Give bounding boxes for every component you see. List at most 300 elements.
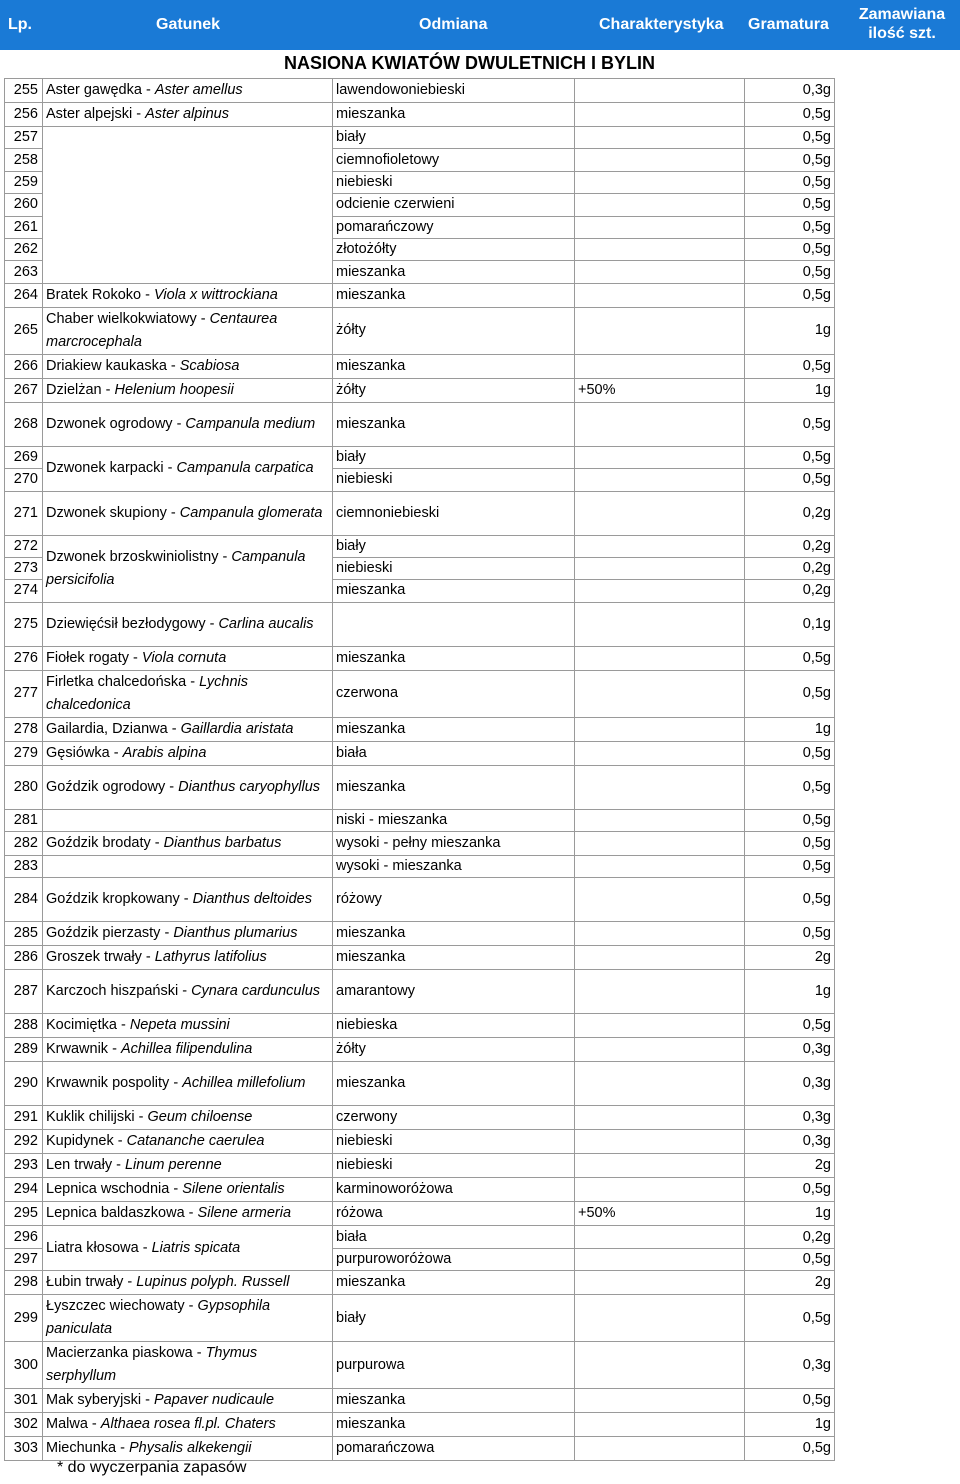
- cell-gramatura: 2g: [745, 1271, 835, 1295]
- cell-gramatura: 1g: [745, 970, 835, 1014]
- table-row: [5, 670, 835, 717]
- cell-gatunek: [43, 832, 333, 856]
- table-row: [5, 535, 835, 557]
- cell-odmiana: wysoki - mieszanka: [333, 856, 575, 878]
- cell-gramatura: 0,5g: [745, 402, 835, 446]
- table-row: [5, 602, 835, 646]
- species-latin-name: Lychnis chalcedonica: [46, 673, 249, 713]
- cell-gramatura: 0,5g: [745, 856, 835, 878]
- cell-odmiana: czerwona: [333, 670, 575, 717]
- cell-lp: 261: [5, 216, 43, 238]
- cell-charakterystyka: [575, 469, 745, 491]
- species-latin-name: Cynara cardunculus: [191, 983, 321, 1000]
- cell-odmiana: mieszanka: [333, 1389, 575, 1413]
- cell-gatunek: [43, 741, 333, 765]
- table-row: [5, 1130, 835, 1154]
- cell-gramatura: 0,5g: [745, 1178, 835, 1202]
- species-latin-name: Viola x wittrockiana: [154, 286, 278, 303]
- cell-charakterystyka: [575, 127, 745, 149]
- cell-gramatura: 0,5g: [745, 194, 835, 216]
- cell-gatunek: [43, 646, 333, 670]
- cell-charakterystyka: [575, 1106, 745, 1130]
- cell-lp: 276: [5, 646, 43, 670]
- cell-gramatura: 0,3g: [745, 79, 835, 103]
- cell-odmiana: biały: [333, 535, 575, 557]
- cell-charakterystyka: [575, 1130, 745, 1154]
- cell-odmiana: biała: [333, 741, 575, 765]
- cell-lp: 282: [5, 832, 43, 856]
- table-row: [5, 79, 835, 103]
- cell-gatunek: [43, 79, 333, 103]
- cell-odmiana: niebieski: [333, 557, 575, 579]
- cell-odmiana: pomarańczowa: [333, 1437, 575, 1461]
- cell-odmiana: biała: [333, 1226, 575, 1248]
- cell-lp: 275: [5, 602, 43, 646]
- cell-lp: 301: [5, 1389, 43, 1413]
- cell-odmiana: czerwony: [333, 1106, 575, 1130]
- cell-gatunek: [43, 354, 333, 378]
- table-row: [5, 1226, 835, 1248]
- cell-gatunek: [43, 1106, 333, 1130]
- cell-gramatura: 0,5g: [745, 103, 835, 127]
- table-row: [5, 809, 835, 831]
- cell-gatunek: [43, 878, 333, 922]
- species-polish-name: Łubin trwały -: [46, 1274, 137, 1291]
- table-row: [5, 765, 835, 809]
- cell-odmiana: niebieski: [333, 469, 575, 491]
- cell-gramatura: 0,2g: [745, 1226, 835, 1248]
- cell-gatunek: [43, 1038, 333, 1062]
- cell-gramatura: 0,3g: [745, 1106, 835, 1130]
- cell-odmiana: żółty: [333, 1038, 575, 1062]
- cell-gatunek: [43, 922, 333, 946]
- cell-lp: 257: [5, 127, 43, 149]
- cell-gramatura: 0,5g: [745, 765, 835, 809]
- table-row: [5, 1154, 835, 1178]
- cell-gatunek: [43, 1130, 333, 1154]
- cell-lp: 293: [5, 1154, 43, 1178]
- cell-charakterystyka: [575, 261, 745, 283]
- cell-charakterystyka: [575, 79, 745, 103]
- cell-charakterystyka: [575, 535, 745, 557]
- product-table: [4, 78, 835, 1461]
- cell-lp: 269: [5, 446, 43, 468]
- cell-odmiana: odcienie czerwieni: [333, 194, 575, 216]
- cell-gramatura: 0,5g: [745, 469, 835, 491]
- cell-gramatura: 0,5g: [745, 878, 835, 922]
- table-row: [5, 446, 835, 468]
- cell-odmiana: niebieska: [333, 1014, 575, 1038]
- cell-charakterystyka: [575, 446, 745, 468]
- cell-odmiana: mieszanka: [333, 103, 575, 127]
- species-polish-name: Aster alpejski -: [46, 106, 146, 122]
- species-latin-name: Arabis alpina: [122, 744, 207, 761]
- species-latin-name: Centaurea marcrocephala: [46, 310, 278, 350]
- cell-gramatura: 2g: [745, 1154, 835, 1178]
- cell-gramatura: 0,5g: [745, 261, 835, 283]
- cell-charakterystyka: [575, 1295, 745, 1342]
- cell-odmiana: pomarańczowy: [333, 216, 575, 238]
- cell-gramatura: 0,2g: [745, 535, 835, 557]
- cell-odmiana: różowa: [333, 1202, 575, 1226]
- cell-gatunek: [43, 535, 333, 602]
- header-zamawiana: Zamawiana ilość szt.: [858, 6, 946, 42]
- table-row: [5, 1389, 835, 1413]
- cell-lp: 296: [5, 1226, 43, 1248]
- cell-odmiana: biały: [333, 127, 575, 149]
- cell-gramatura: 0,2g: [745, 580, 835, 602]
- species-polish-name: Gailardia, Dzianwa -: [46, 720, 181, 737]
- cell-gatunek: [43, 1413, 333, 1437]
- species-latin-name: Gypsophila paniculata: [46, 1298, 271, 1338]
- cell-lp: 302: [5, 1413, 43, 1437]
- table-row: [5, 970, 835, 1014]
- cell-gatunek: [43, 1342, 333, 1389]
- cell-charakterystyka: [575, 491, 745, 535]
- species-polish-name: Goździk kropkowany -: [46, 891, 193, 908]
- species-polish-name: Lepnica baldaszkowa -: [46, 1205, 198, 1222]
- cell-charakterystyka: [575, 1389, 745, 1413]
- cell-lp: 277: [5, 670, 43, 717]
- species-latin-name: Dianthus plumarius: [173, 925, 298, 942]
- cell-odmiana: wysoki - pełny mieszanka: [333, 832, 575, 856]
- cell-gramatura: 0,5g: [745, 1295, 835, 1342]
- table-row: [5, 1295, 835, 1342]
- cell-gatunek: [43, 1154, 333, 1178]
- cell-lp: 280: [5, 765, 43, 809]
- cell-odmiana: ciemnoniebieski: [333, 491, 575, 535]
- cell-lp: 283: [5, 856, 43, 878]
- cell-gatunek: [43, 1437, 333, 1461]
- cell-gramatura: 0,5g: [745, 127, 835, 149]
- cell-odmiana: mieszanka: [333, 946, 575, 970]
- cell-charakterystyka: [575, 970, 745, 1014]
- cell-lp: 256: [5, 103, 43, 127]
- cell-charakterystyka: [575, 922, 745, 946]
- species-latin-name: Viola cornuta: [141, 649, 227, 666]
- cell-gramatura: 1g: [745, 1413, 835, 1437]
- species-latin-name: Achillea filipendulina: [120, 1041, 253, 1058]
- table-row: [5, 741, 835, 765]
- cell-gramatura: 0,5g: [745, 283, 835, 307]
- section-title: NASIONA KWIATÓW DWULETNICH I BYLIN: [284, 53, 655, 73]
- cell-gramatura: 0,5g: [745, 216, 835, 238]
- species-polish-name: Chaber wielkokwiatowy -: [46, 310, 210, 327]
- cell-gramatura: 0,5g: [745, 832, 835, 856]
- cell-gatunek: [43, 1295, 333, 1342]
- species-latin-name: Lathyrus latifolius: [154, 949, 267, 966]
- cell-charakterystyka: [575, 1038, 745, 1062]
- table-row: [5, 1106, 835, 1130]
- cell-gramatura: 0,5g: [745, 1389, 835, 1413]
- cell-odmiana: biały: [333, 1295, 575, 1342]
- cell-charakterystyka: [575, 832, 745, 856]
- cell-gatunek: [43, 307, 333, 354]
- cell-lp: 303: [5, 1437, 43, 1461]
- species-latin-name: Silene orientalis: [182, 1181, 285, 1198]
- species-latin-name: Dianthus barbatus: [163, 835, 282, 852]
- cell-lp: 290: [5, 1062, 43, 1106]
- cell-charakterystyka: [575, 557, 745, 579]
- species-polish-name: Dziewięćsił bezłodygowy -: [46, 615, 219, 632]
- cell-odmiana: mieszanka: [333, 261, 575, 283]
- cell-lp: 258: [5, 149, 43, 171]
- cell-gramatura: 0,5g: [745, 171, 835, 193]
- species-latin-name: Aster alpinus: [145, 106, 229, 122]
- cell-gramatura: 1g: [745, 1202, 835, 1226]
- cell-odmiana: żółty: [333, 307, 575, 354]
- cell-lp: 284: [5, 878, 43, 922]
- species-polish-name: Goździk ogrodowy -: [46, 778, 179, 795]
- cell-lp: 288: [5, 1014, 43, 1038]
- cell-charakterystyka: [575, 307, 745, 354]
- cell-charakterystyka: [575, 1062, 745, 1106]
- table-row: [5, 491, 835, 535]
- table-row: [5, 378, 835, 402]
- cell-gramatura: 0,5g: [745, 1248, 835, 1270]
- cell-lp: 273: [5, 557, 43, 579]
- cell-charakterystyka: [575, 717, 745, 741]
- cell-gatunek: [43, 602, 333, 646]
- species-polish-name: Malwa -: [46, 1416, 101, 1433]
- table-row: [5, 832, 835, 856]
- cell-charakterystyka: [575, 149, 745, 171]
- cell-gramatura: 0,2g: [745, 557, 835, 579]
- cell-charakterystyka: [575, 171, 745, 193]
- species-latin-name: Dianthus caryophyllus: [178, 778, 321, 795]
- cell-odmiana: mieszanka: [333, 717, 575, 741]
- cell-odmiana: biały: [333, 446, 575, 468]
- species-polish-name: Dzwonek karpacki -: [46, 460, 177, 477]
- cell-charakterystyka: [575, 1154, 745, 1178]
- cell-odmiana: mieszanka: [333, 354, 575, 378]
- species-latin-name: Nepeta mussini: [129, 1017, 230, 1034]
- table-row: [5, 1202, 835, 1226]
- cell-gatunek: [43, 809, 333, 831]
- cell-odmiana: mieszanka: [333, 283, 575, 307]
- cell-gramatura: 0,3g: [745, 1038, 835, 1062]
- species-polish-name: Firletka chalcedońska -: [46, 673, 200, 690]
- cell-lp: 295: [5, 1202, 43, 1226]
- header-odmiana: Odmiana: [419, 16, 488, 33]
- species-latin-name: Linum perenne: [124, 1157, 222, 1174]
- cell-charakterystyka: [575, 1178, 745, 1202]
- species-polish-name: Goździk pierzasty -: [46, 925, 174, 942]
- cell-gramatura: 1g: [745, 307, 835, 354]
- cell-odmiana: żółty: [333, 378, 575, 402]
- header-gatunek: Gatunek: [156, 16, 221, 33]
- species-latin-name: Helenium hoopesii: [114, 381, 234, 398]
- species-latin-name: Catananche caerulea: [126, 1133, 265, 1150]
- cell-odmiana: mieszanka: [333, 922, 575, 946]
- species-polish-name: Aster gawędka -: [46, 82, 155, 98]
- cell-gatunek: [43, 670, 333, 717]
- species-latin-name: Gaillardia aristata: [180, 720, 294, 737]
- species-latin-name: Campanula medium: [185, 415, 316, 432]
- cell-gatunek: [43, 1271, 333, 1295]
- species-latin-name: Lupinus polyph. Russell: [136, 1274, 290, 1291]
- cell-gramatura: 0,3g: [745, 1062, 835, 1106]
- cell-gatunek: [43, 765, 333, 809]
- species-polish-name: Dzwonek skupiony -: [46, 504, 180, 521]
- cell-gramatura: 1g: [745, 378, 835, 402]
- cell-gramatura: 2g: [745, 946, 835, 970]
- cell-lp: 298: [5, 1271, 43, 1295]
- cell-charakterystyka: [575, 354, 745, 378]
- species-latin-name: Carlina aucalis: [218, 615, 314, 632]
- cell-lp: 259: [5, 171, 43, 193]
- cell-charakterystyka: [575, 1014, 745, 1038]
- species-latin-name: Silene armeria: [197, 1205, 292, 1222]
- table-row: [5, 1271, 835, 1295]
- cell-gatunek: [43, 717, 333, 741]
- cell-odmiana: purpurowa: [333, 1342, 575, 1389]
- cell-gramatura: 0,5g: [745, 446, 835, 468]
- cell-charakterystyka: +50%: [575, 1202, 745, 1226]
- table-row: [5, 1038, 835, 1062]
- cell-lp: 267: [5, 378, 43, 402]
- cell-gatunek: [43, 491, 333, 535]
- cell-charakterystyka: [575, 1248, 745, 1270]
- table-row: [5, 646, 835, 670]
- cell-gatunek: [43, 402, 333, 446]
- cell-charakterystyka: [575, 1271, 745, 1295]
- species-latin-name: Dianthus deltoides: [192, 891, 312, 908]
- cell-odmiana: niski - mieszanka: [333, 809, 575, 831]
- table-row: [5, 946, 835, 970]
- cell-gatunek: [43, 127, 333, 284]
- cell-charakterystyka: [575, 878, 745, 922]
- cell-charakterystyka: [575, 809, 745, 831]
- cell-lp: 260: [5, 194, 43, 216]
- cell-charakterystyka: [575, 856, 745, 878]
- table-row: [5, 127, 835, 149]
- species-polish-name: Fiołek rogaty -: [46, 649, 142, 666]
- cell-lp: 292: [5, 1130, 43, 1154]
- cell-charakterystyka: [575, 1413, 745, 1437]
- cell-charakterystyka: [575, 1342, 745, 1389]
- cell-charakterystyka: [575, 238, 745, 260]
- cell-gramatura: 0,3g: [745, 1130, 835, 1154]
- table-row: [5, 283, 835, 307]
- cell-charakterystyka: [575, 765, 745, 809]
- cell-lp: 265: [5, 307, 43, 354]
- cell-gatunek: [43, 103, 333, 127]
- cell-odmiana: mieszanka: [333, 1271, 575, 1295]
- table-row: [5, 922, 835, 946]
- cell-charakterystyka: +50%: [575, 378, 745, 402]
- species-polish-name: Liatra kłosowa -: [46, 1239, 152, 1256]
- cell-charakterystyka: [575, 216, 745, 238]
- cell-gatunek: [43, 1014, 333, 1038]
- species-polish-name: Kupidynek -: [46, 1133, 127, 1150]
- species-polish-name: Dzwonek ogrodowy -: [46, 415, 186, 432]
- cell-odmiana: złotożółty: [333, 238, 575, 260]
- footnote: * do wyczerpania zapasów: [57, 1459, 247, 1476]
- cell-lp: 281: [5, 809, 43, 831]
- species-polish-name: Kocimiętka -: [46, 1017, 130, 1034]
- species-polish-name: Karczoch hiszpański -: [46, 983, 192, 1000]
- cell-gatunek: [43, 970, 333, 1014]
- cell-gatunek: [43, 1202, 333, 1226]
- species-latin-name: Scabiosa: [179, 357, 240, 374]
- cell-lp: 274: [5, 580, 43, 602]
- cell-odmiana: karminoworóżowa: [333, 1178, 575, 1202]
- cell-gramatura: 0,5g: [745, 670, 835, 717]
- cell-gramatura: 1g: [745, 717, 835, 741]
- cell-odmiana: mieszanka: [333, 1062, 575, 1106]
- species-polish-name: Macierzanka piaskowa -: [46, 1345, 206, 1362]
- cell-lp: 294: [5, 1178, 43, 1202]
- cell-odmiana: ciemnofioletowy: [333, 149, 575, 171]
- cell-lp: 268: [5, 402, 43, 446]
- cell-lp: 285: [5, 922, 43, 946]
- species-polish-name: Len trwały -: [46, 1157, 125, 1174]
- species-latin-name: Campanula carpatica: [176, 460, 314, 477]
- table-row: [5, 878, 835, 922]
- cell-odmiana: lawendowoniebieski: [333, 79, 575, 103]
- table-header: [0, 0, 960, 50]
- cell-gramatura: 0,3g: [745, 1342, 835, 1389]
- cell-odmiana: [333, 602, 575, 646]
- header-charakterystyka: Charakterystyka: [599, 16, 724, 33]
- species-polish-name: Łyszczec wiechowaty -: [46, 1298, 198, 1315]
- table-row: [5, 1014, 835, 1038]
- cell-gramatura: 0,5g: [745, 238, 835, 260]
- cell-lp: 299: [5, 1295, 43, 1342]
- cell-odmiana: różowy: [333, 878, 575, 922]
- cell-gatunek: [43, 378, 333, 402]
- cell-gramatura: 0,5g: [745, 149, 835, 171]
- cell-lp: 287: [5, 970, 43, 1014]
- cell-odmiana: mieszanka: [333, 402, 575, 446]
- species-polish-name: Dzielżan -: [46, 381, 115, 398]
- table-row: [5, 856, 835, 878]
- cell-charakterystyka: [575, 580, 745, 602]
- cell-gatunek: [43, 1226, 333, 1271]
- header-lp: Lp.: [8, 16, 32, 33]
- cell-odmiana: mieszanka: [333, 1413, 575, 1437]
- cell-lp: 291: [5, 1106, 43, 1130]
- cell-gramatura: 0,5g: [745, 1437, 835, 1461]
- cell-charakterystyka: [575, 1226, 745, 1248]
- species-latin-name: Liatris spicata: [151, 1239, 241, 1256]
- species-polish-name: Mak syberyjski -: [46, 1392, 154, 1409]
- cell-lp: 255: [5, 79, 43, 103]
- cell-lp: 266: [5, 354, 43, 378]
- cell-odmiana: niebieski: [333, 171, 575, 193]
- species-latin-name: Achillea millefolium: [182, 1075, 306, 1092]
- cell-charakterystyka: [575, 670, 745, 717]
- table-row: [5, 1342, 835, 1389]
- cell-lp: 270: [5, 469, 43, 491]
- species-polish-name: Driakiew kaukaska -: [46, 357, 180, 374]
- cell-gramatura: 0,2g: [745, 491, 835, 535]
- cell-charakterystyka: [575, 1437, 745, 1461]
- table-row: [5, 717, 835, 741]
- table-row: [5, 402, 835, 446]
- cell-lp: 289: [5, 1038, 43, 1062]
- cell-lp: 279: [5, 741, 43, 765]
- cell-odmiana: niebieski: [333, 1130, 575, 1154]
- cell-gramatura: 0,5g: [745, 1014, 835, 1038]
- cell-charakterystyka: [575, 602, 745, 646]
- cell-odmiana: niebieski: [333, 1154, 575, 1178]
- cell-lp: 286: [5, 946, 43, 970]
- cell-gramatura: 0,5g: [745, 646, 835, 670]
- cell-gramatura: 0,5g: [745, 354, 835, 378]
- cell-gatunek: [43, 946, 333, 970]
